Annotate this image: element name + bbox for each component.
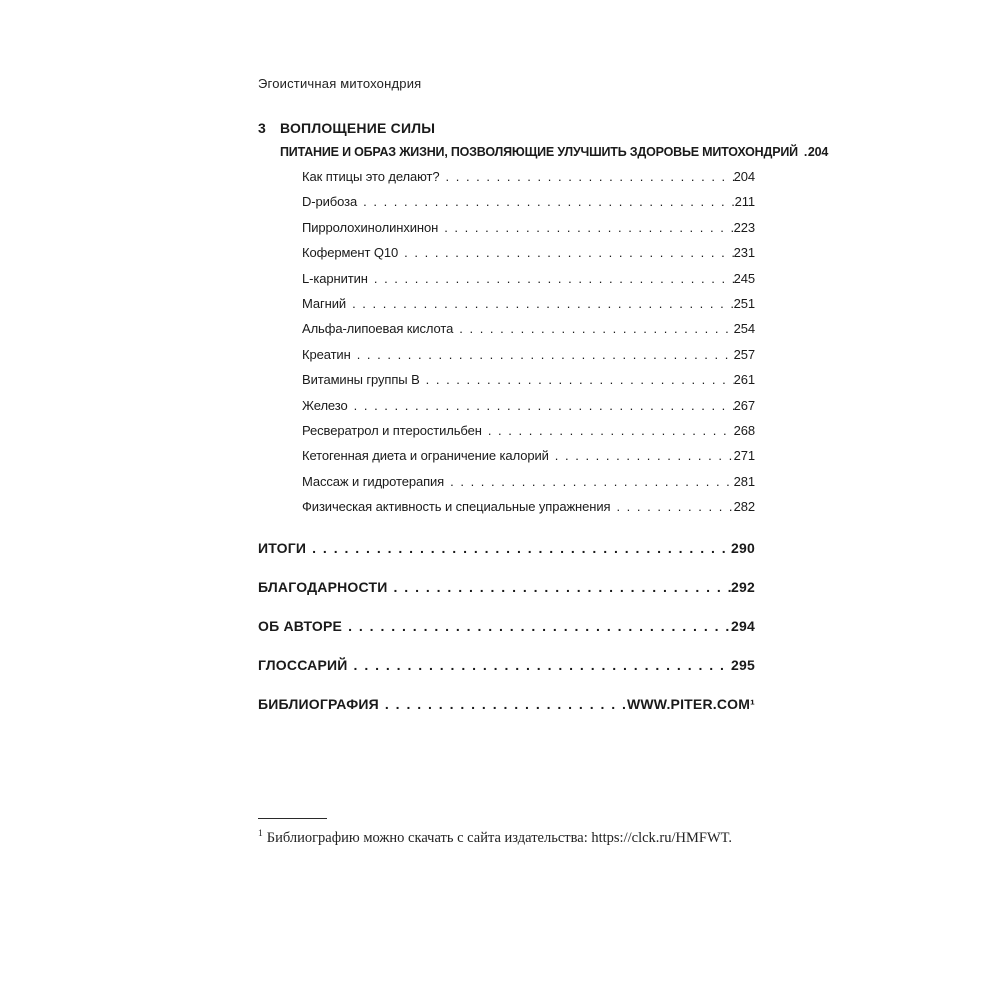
- toc-entry: [302, 245, 755, 270]
- toc-entry-label: L-карнитин: [302, 270, 368, 286]
- dot-leader: [482, 423, 734, 438]
- dot-leader: [379, 696, 627, 712]
- toc-entry-page: 271: [733, 448, 755, 464]
- dot-leader: [398, 245, 733, 260]
- dot-leader: [388, 579, 732, 595]
- toc-section-page: 290: [731, 540, 755, 557]
- toc-entry-label: Кетогенная диета и ограничение калорий: [302, 448, 549, 464]
- chapter-subtitle: ПИТАНИЕ И ОБРАЗ ЖИЗНИ, ПОЗВОЛЯЮЩИЕ УЛУЧШИТЬ ЗДОРОВЬЕ МИТОХОНДРИЙ: [280, 145, 798, 159]
- toc-entry-label: Альфа-липоевая кислота: [302, 321, 454, 337]
- toc-entry-page: 245: [733, 270, 755, 286]
- toc-section: [258, 696, 755, 735]
- chapter-number: 3: [258, 120, 266, 136]
- toc-entry-page: 257: [733, 346, 755, 362]
- dot-leader: [610, 499, 733, 514]
- toc-section-label: БЛАГОДАРНОСТИ: [258, 579, 388, 596]
- toc-entry-label: Как птицы это делают?: [302, 169, 440, 184]
- toc-entry-label: D-рибоза: [302, 194, 358, 210]
- toc-section: [258, 579, 755, 618]
- dot-leader: [306, 540, 731, 556]
- toc-section-label: ИТОГИ: [258, 540, 307, 557]
- toc-entry: [302, 372, 755, 397]
- toc-entry-label: Магний: [302, 295, 347, 311]
- toc-entry: [302, 474, 755, 499]
- dot-leader: [346, 296, 734, 311]
- toc-entry-label: Креатин: [302, 346, 351, 362]
- footnote-text: Библиографию можно скачать с сайта издательства: https://clck.ru/HMFWT.: [266, 829, 733, 846]
- footnote-divider: [258, 818, 327, 819]
- toc-section: [258, 657, 755, 696]
- toc-entry-page: 211: [734, 194, 755, 210]
- dot-leader: [453, 321, 733, 336]
- toc-entry: [302, 499, 755, 524]
- dot-leader: [440, 169, 734, 184]
- toc-entry: [302, 296, 755, 321]
- toc-entry-label: Массаж и гидротерапия: [302, 473, 445, 489]
- toc-entry: [302, 169, 755, 194]
- dot-leader: [420, 372, 734, 387]
- dot-leader: [342, 618, 731, 634]
- toc-entry-page: 268: [733, 422, 755, 438]
- footnote-text-line: [258, 829, 778, 847]
- toc-entry: [302, 220, 755, 245]
- toc-entry-page: 282: [733, 499, 755, 515]
- toc-entry-page: 261: [733, 372, 755, 388]
- toc-entry: [302, 321, 755, 346]
- chapter-heading: [258, 120, 755, 136]
- toc-section: [258, 618, 755, 657]
- toc-entry: [302, 398, 755, 423]
- dot-leader: [438, 220, 733, 235]
- toc-entry-label: Кофермент Q10: [302, 245, 399, 261]
- toc-entry-label: Физическая активность и специальные упражнения: [302, 499, 611, 515]
- toc-section-page: 295: [731, 657, 755, 674]
- toc-entry-page: 223: [733, 219, 755, 235]
- dot-leader: [368, 271, 734, 286]
- running-header: Эгоистичная митохондрия: [258, 76, 422, 91]
- dot-leader: [348, 398, 734, 413]
- toc-sections: [258, 540, 755, 735]
- toc-entries: [258, 169, 755, 524]
- toc-entry-label: Ресвератрол и птеростильбен: [302, 422, 482, 438]
- toc-entry-page: 254: [733, 321, 755, 337]
- toc-section: [258, 540, 755, 579]
- toc-section-page: 292: [731, 579, 755, 596]
- toc-entry-label: Пирролохинолинхинон: [302, 219, 439, 235]
- dot-leader: [351, 347, 734, 362]
- toc-entry-page: 281: [733, 473, 755, 489]
- toc-entry-page: 231: [733, 245, 755, 261]
- toc-entry-label: Железо: [302, 397, 348, 413]
- toc-entry-label: Витамины группы B: [302, 372, 420, 388]
- chapter-page-number: 204: [807, 145, 829, 159]
- toc-entry: [302, 194, 755, 219]
- toc-section-label: ОБ АВТОРЕ: [258, 618, 343, 635]
- toc-section-label: ГЛОССАРИЙ: [258, 657, 348, 674]
- toc-section-page: 294: [731, 618, 755, 635]
- toc-entry: [302, 448, 755, 473]
- toc-entry-page: 251: [733, 295, 755, 311]
- toc-entry: [302, 347, 755, 372]
- dot-leader: [798, 145, 808, 159]
- toc-entry-page: 267: [733, 397, 755, 413]
- toc-entry: [302, 423, 755, 448]
- dot-leader: [549, 448, 734, 463]
- footnote: [258, 818, 778, 847]
- chapter-title: ВОПЛОЩЕНИЕ СИЛЫ: [280, 120, 436, 136]
- dot-leader: [357, 194, 734, 209]
- toc-section-label: БИБЛИОГРАФИЯ: [258, 696, 379, 713]
- chapter-subtitle-row: [258, 145, 829, 159]
- footnote-marker: 1: [258, 829, 263, 839]
- toc-entry-page: 204: [733, 169, 755, 184]
- table-of-contents: [258, 120, 829, 735]
- dot-leader: [348, 657, 731, 673]
- dot-leader: [444, 474, 733, 489]
- toc-entry: [302, 271, 755, 296]
- toc-section-page: WWW.PITER.COM¹: [626, 696, 755, 713]
